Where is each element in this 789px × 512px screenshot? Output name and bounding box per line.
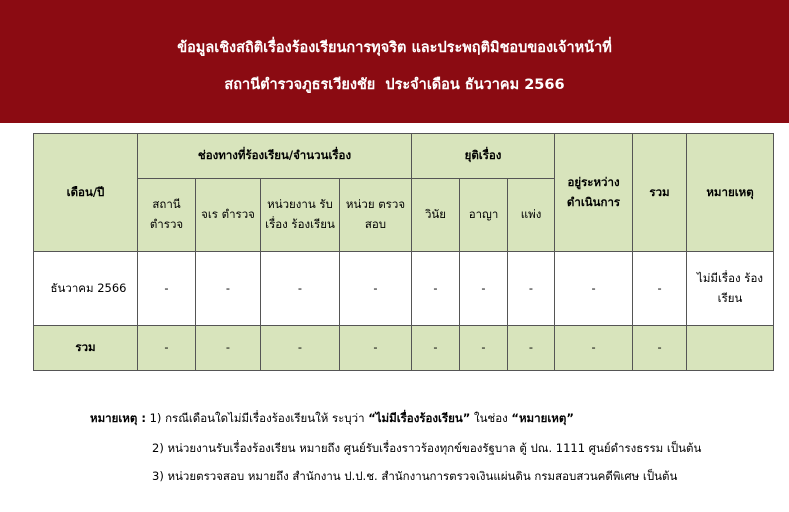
total-row <box>34 326 774 371</box>
subheader-patrol: จเร ตำรวจ <box>196 179 261 252</box>
subheader-audit: หน่วย ตรวจสอบ <box>340 179 412 252</box>
subheader-criminal: อาญา <box>460 179 508 252</box>
header-settled: ยุติเรื่อง <box>412 134 555 179</box>
row-month: ธันวาคม 2566 <box>34 252 138 326</box>
cell-value: - <box>261 252 340 326</box>
header-remark: หมายเหตุ <box>687 134 774 252</box>
title-banner <box>0 0 789 123</box>
cell-value: - <box>412 252 460 326</box>
header-month: เดือน/ปี <box>34 134 138 252</box>
cell-value: - <box>340 252 412 326</box>
subheader-agency: หน่วยงาน รับเรื่อง ร้องเรียน <box>261 179 340 252</box>
note-3: 3) หน่วยตรวจสอบ หมายถึง สำนักงาน ป.ป.ช. สำนักงานการตรวจเงินแผ่นดิน กรมสอบสวนคดีพิเศษ เป็นต้น <box>152 469 678 483</box>
subheader-discipline: วินัย <box>412 179 460 252</box>
cell-value: - <box>138 326 196 371</box>
header-in-progress: อยู่ระหว่าง ดำเนินการ <box>555 134 633 252</box>
total-remark <box>687 326 774 371</box>
statistics-table <box>33 133 774 371</box>
cell-value: - <box>508 326 555 371</box>
total-label: รวม <box>34 326 138 371</box>
row-remark: ไม่มีเรื่อง ร้องเรียน <box>687 252 774 326</box>
note-1-text: 1) กรณีเดือนใดไม่มีเรื่องร้องเรียนให้ ระบุว่า <box>149 411 369 425</box>
cell-value: - <box>196 252 261 326</box>
cell-value: - <box>633 326 687 371</box>
cell-value: - <box>261 326 340 371</box>
page-title: ข้อมูลเชิงสถิติเรื่องร้องเรียนการทุจริต และประพฤติมิชอบของเจ้าหน้าที่ <box>177 40 612 56</box>
cell-value: - <box>340 326 412 371</box>
note-2: 2) หน่วยงานรับเรื่องร้องเรียน หมายถึง ศูนย์รับเรื่องราวร้องทุกข์ของรัฐบาล ตู้ ปณ. 1111 ศูนย์ดำรงธรรม เป็นต้น <box>152 441 702 455</box>
subheader-station: สถานี ตำรวจ <box>138 179 196 252</box>
subheader-civil: แพ่ง <box>508 179 555 252</box>
note-1-quote: “ไม่มีเรื่องร้องเรียน” <box>368 411 471 425</box>
notes-label: หมายเหตุ : <box>90 411 146 425</box>
table-row <box>34 252 774 326</box>
cell-value: - <box>138 252 196 326</box>
note-1-remark: “หมายเหตุ” <box>511 411 574 425</box>
header-total: รวม <box>633 134 687 252</box>
cell-value: - <box>508 252 555 326</box>
cell-value: - <box>196 326 261 371</box>
cell-value: - <box>555 326 633 371</box>
cell-value: - <box>460 326 508 371</box>
note-1-mid: ในช่อง <box>470 411 512 425</box>
cell-value: - <box>412 326 460 371</box>
cell-value: - <box>633 252 687 326</box>
cell-value: - <box>460 252 508 326</box>
header-channels: ช่องทางที่ร้องเรียน/จำนวนเรื่อง <box>138 134 412 179</box>
cell-value: - <box>555 252 633 326</box>
page-subtitle: สถานีตำรวจภูธรเวียงชัย ประจำเดือน ธันวาคม 2566 <box>224 77 565 93</box>
